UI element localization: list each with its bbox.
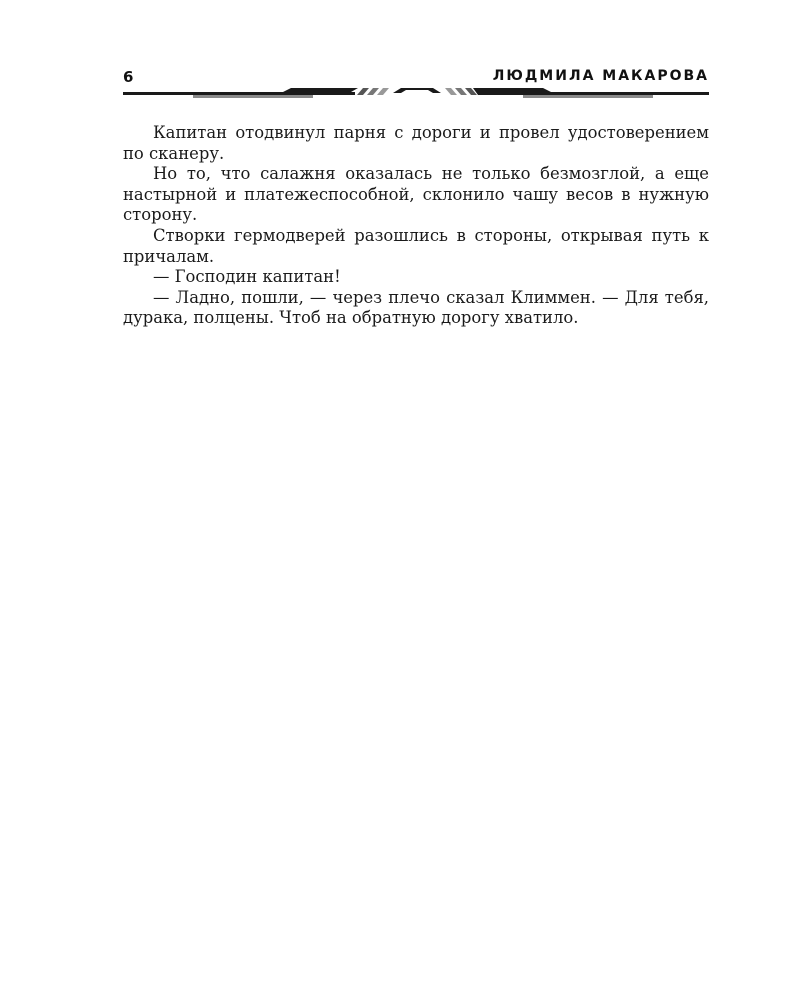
paragraph-2: Но то, что салажня оказалась не только безмозглой, а еще настырной и платежеспособной, склонило чашу весов в нужную сторону. <box>123 164 709 225</box>
page-header <box>123 66 709 100</box>
paragraph-4: — Господин капитан! <box>153 267 341 287</box>
running-head-author: ЛЮДМИЛА МАКАРОВА <box>492 68 709 84</box>
main-text <box>123 123 709 329</box>
paragraph-5: — Ладно, пошли, — через плечо сказал Климмен. — Для тебя, дурака, полцены. Чтоб на обратную дорогу хватило. <box>123 287 709 328</box>
paragraph-3: Створки гермодверей разошлись в стороны, открывая путь к причалам. <box>123 225 709 266</box>
paragraph-1: Капитан отодвинул парня с дороги и провел удостоверением по сканеру. <box>123 123 709 163</box>
header-ornament-rule <box>123 87 709 99</box>
page-number: 6 <box>123 68 135 86</box>
